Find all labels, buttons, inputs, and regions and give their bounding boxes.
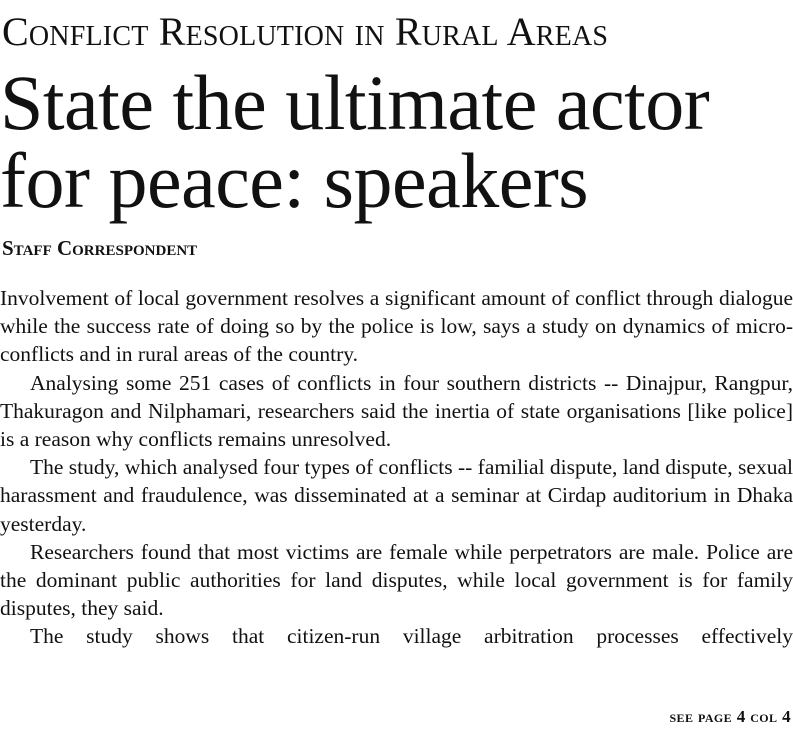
article-kicker: Conflict Resolution in Rural Areas <box>2 9 609 54</box>
headline-line-2: for peace: speakers <box>0 137 589 224</box>
headline-line-1: State the ultimate actor <box>0 59 710 146</box>
article-byline: Staff Correspondent <box>2 236 198 260</box>
body-paragraph: The study shows that citizen-run village arbitration processes effectively <box>30 624 793 649</box>
body-paragraph: Analysing some 251 cases of conflicts in four southern districts -- Dinajpur, Rangpur, Thakuragon and Nilphamari, researchers said the inertia of state organisations [like police] is a reason why conflicts remains unresolved. <box>0 370 793 452</box>
body-paragraph: Involvement of local government resolves a significant amount of conflict through dialogue while the success rate of doing so by the police is low, says a study on dynamics of micro-conflicts and in rural areas of the country. <box>0 286 793 367</box>
body-paragraph: Researchers found that most victims are female while perpetrators are male. Police are the dominant public authorities for land disputes, while local government is for family disputes, they said. <box>0 539 793 621</box>
article-body <box>0 284 793 651</box>
continuation-jump-link[interactable]: see page 4 col 4 <box>669 707 791 726</box>
article-headline <box>0 59 793 224</box>
body-paragraph: The study, which analysed four types of conflicts -- familial dispute, land dispute, sexual harassment and fraudulence, was disseminated at a seminar at Cirdap auditorium in Dhaka yesterday. <box>0 455 793 536</box>
